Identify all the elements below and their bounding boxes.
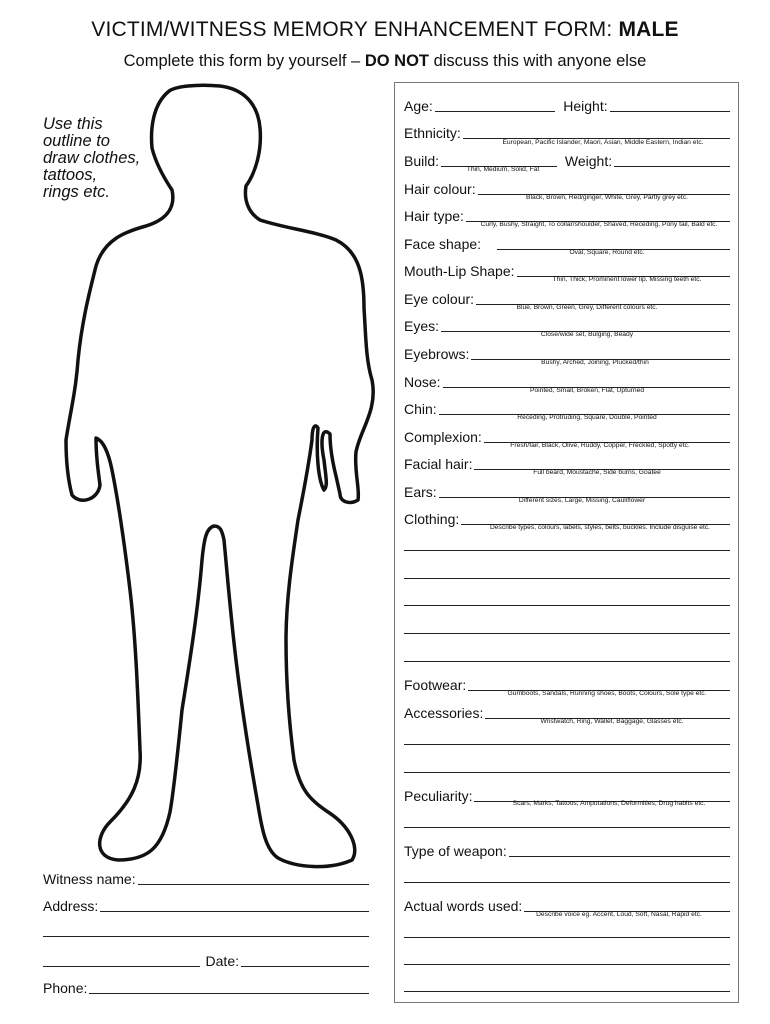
age-height-row: [404, 94, 730, 116]
witness-name-label: Witness name:: [43, 871, 136, 887]
ears-hint: Different sizes, Large, Missing, Cauliflower: [518, 497, 646, 504]
date-line[interactable]: [241, 966, 369, 967]
witness-name-row: [43, 867, 369, 889]
height-label: Height:: [563, 98, 608, 114]
clothing-blank-line[interactable]: [404, 550, 730, 551]
eye-colour-label: Eye colour:: [404, 291, 475, 307]
witness-name-line[interactable]: [138, 884, 369, 885]
weight-label: Weight:: [564, 153, 613, 169]
clothing-blank-line[interactable]: [404, 578, 730, 579]
title-prefix: VICTIM/WITNESS MEMORY ENHANCEMENT FORM:: [91, 18, 619, 41]
build-label: Build:: [404, 153, 440, 169]
address-label: Address:: [43, 898, 99, 914]
clothing-hint: Describe types, colours, labels, styles, belts, buckles. Include disguise etc.: [489, 524, 711, 531]
footwear-label: Footwear:: [404, 677, 467, 693]
accessories-blank-line[interactable]: [404, 744, 730, 745]
address-line-2[interactable]: [43, 966, 200, 967]
instruction-line: tattoos,: [43, 166, 98, 184]
chin-hint: Receding, Protruding, Square, Double, Pointed: [517, 414, 657, 421]
title-gender: MALE: [618, 18, 679, 41]
phone-line[interactable]: [89, 993, 369, 994]
nose-hint: Pointed, Small, Broken, Flat, Upturned: [529, 387, 645, 394]
age-label: Age:: [404, 98, 433, 114]
ethnicity-hint: European, Pacific Islander, Maori, Asian, Middle Eastern, Indian etc.: [502, 139, 704, 146]
face-shape-label: Face shape:: [404, 236, 482, 252]
weapon-line[interactable]: [509, 856, 730, 857]
footwear-hint: Gumboots, Sandals, Running shoes, Boots, Colours, Sole type etc.: [507, 690, 707, 697]
instruction-line: Use this: [43, 115, 103, 133]
hair-type-hint: Curly, Bushy, Straight, To collar/shoulder, Shaved, Receding, Pony tail, Bald etc.: [480, 221, 718, 228]
body-path: [66, 85, 373, 866]
facial-hair-hint: Full beard, Moustache, Side burns, Goatee: [533, 469, 661, 476]
face-shape-hint: Oval, Square, Round etc.: [569, 249, 645, 256]
complexion-hint: Fresh/fair, Black, Olive, Ruddy, Copper, Freckled, Spotty etc.: [510, 442, 690, 449]
complexion-label: Complexion:: [404, 429, 482, 445]
male-body-outline[interactable]: [0, 0, 390, 870]
subtitle-prefix: Complete this form by yourself –: [123, 52, 365, 70]
address-blank-line[interactable]: [43, 936, 369, 937]
weapon-label: Type of weapon:: [404, 843, 507, 859]
mouth-lip-hint: Thin, Thick, Prominent lower lip, Missing teeth etc.: [552, 276, 702, 283]
address-line[interactable]: [100, 911, 369, 912]
hair-colour-hint: Black, Brown, Red/ginger, White, Grey, Partly grey etc.: [526, 194, 688, 201]
eye-colour-hint: Blue, Brown, Green, Grey, Different colours etc.: [516, 304, 658, 311]
peculiarity-hint: Scars, Marks, Tattoos, Amputations, Deformities, Drug habits etc.: [512, 800, 706, 807]
nose-label: Nose:: [404, 374, 441, 390]
clothing-label: Clothing:: [404, 511, 460, 527]
address-row: [43, 894, 369, 916]
clothing-blank-line[interactable]: [404, 605, 730, 606]
weapon-blank-line[interactable]: [404, 882, 730, 883]
ears-label: Ears:: [404, 484, 437, 500]
facial-hair-label: Facial hair:: [404, 456, 473, 472]
subtitle-emphasis: DO NOT: [364, 52, 429, 70]
eyes-hint: Close/wide set, Bulging, Beady: [540, 331, 634, 338]
height-line[interactable]: [610, 111, 730, 112]
eyes-label: Eyes:: [404, 318, 440, 334]
words-hint: Describe voice eg. Accent, Loud, Soft, Nasal, Rapid etc.: [536, 911, 702, 918]
mouth-lip-label: Mouth-Lip Shape:: [404, 263, 515, 279]
chin-label: Chin:: [404, 401, 437, 417]
words-blank-line[interactable]: [404, 964, 730, 965]
clothing-blank-line[interactable]: [404, 661, 730, 662]
date-row: [43, 949, 369, 971]
eyebrows-hint: Bushy, Arched, Joining, Plucked/thin: [541, 359, 649, 366]
words-blank-line[interactable]: [404, 937, 730, 938]
accessories-hint: Wristwatch, Ring, Wallet, Baggage, Glasses etc.: [540, 718, 684, 725]
build-hint: Thin, Medium, Solid, Fat: [466, 166, 540, 173]
words-blank-line[interactable]: [404, 991, 730, 992]
date-label: Date:: [205, 953, 239, 969]
instruction-line: rings etc.: [43, 183, 110, 201]
instruction-line: outline to: [43, 132, 110, 150]
peculiarity-label: Peculiarity:: [404, 788, 473, 804]
weapon-row: [404, 839, 730, 861]
words-label: Actual words used:: [404, 898, 523, 914]
ethnicity-label: Ethnicity:: [404, 125, 461, 141]
hair-type-label: Hair type:: [404, 208, 464, 224]
accessories-label: Accessories:: [404, 705, 484, 721]
instruction-line: draw clothes,: [43, 149, 141, 167]
age-line[interactable]: [435, 111, 555, 112]
peculiarity-blank-line[interactable]: [404, 827, 730, 828]
clothing-blank-line[interactable]: [404, 633, 730, 634]
subtitle-suffix: discuss this with anyone else: [428, 52, 647, 70]
phone-label: Phone:: [43, 980, 88, 996]
hair-colour-label: Hair colour:: [404, 181, 476, 197]
phone-row: [43, 976, 369, 998]
eyebrows-label: Eyebrows:: [404, 346, 470, 362]
weight-line[interactable]: [614, 166, 730, 167]
accessories-blank-line[interactable]: [404, 772, 730, 773]
